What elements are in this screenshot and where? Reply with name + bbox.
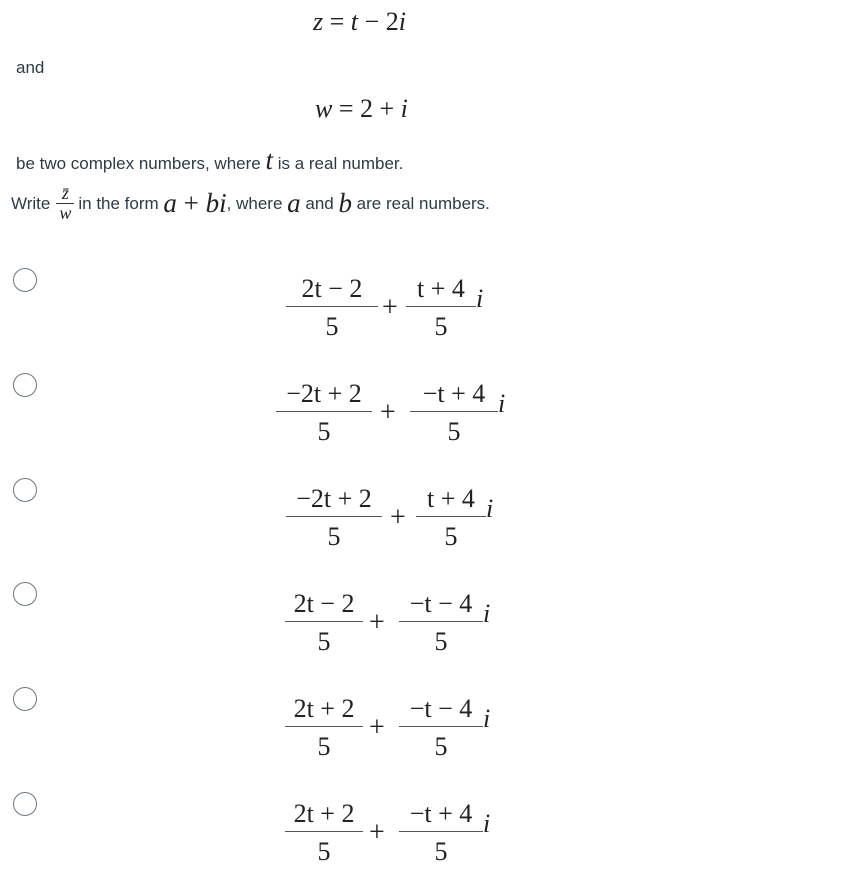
plus-sign: +	[380, 397, 396, 428]
real-denominator: 5	[317, 627, 331, 656]
option-2-real-fraction	[276, 377, 372, 446]
option-5-real-fraction	[285, 692, 363, 761]
where-text: , where	[226, 193, 288, 213]
var-bi: bi	[205, 188, 227, 218]
and-text-2: and	[300, 193, 339, 213]
plus-sign: +	[369, 712, 385, 743]
real-numerator: 2t + 2	[293, 694, 355, 723]
write-text: Write	[11, 193, 51, 213]
option-5-radio[interactable]	[13, 687, 37, 711]
real-denominator: 5	[327, 522, 341, 551]
imag-denominator: 5	[444, 522, 458, 551]
option-2-radio[interactable]	[13, 373, 37, 397]
imag-denominator: 5	[447, 417, 461, 446]
equation-w	[315, 94, 408, 124]
var-b: b	[338, 188, 352, 218]
plus-sign: +	[369, 607, 385, 638]
option-3-imag-fraction	[416, 482, 486, 551]
imag-numerator: −t − 4	[409, 694, 473, 723]
option-4-radio[interactable]	[13, 582, 37, 606]
plus-sign: +	[176, 188, 206, 218]
minus-two: − 2	[358, 7, 399, 36]
option-1-imag-fraction	[406, 272, 476, 341]
plus-sign: +	[369, 817, 385, 848]
real-numerator: 2t − 2	[293, 589, 355, 618]
equals-two-plus: = 2 +	[332, 94, 401, 123]
imaginary-unit: i	[486, 494, 494, 523]
imaginary-unit: i	[483, 704, 491, 733]
option-1-radio[interactable]	[13, 268, 37, 292]
imaginary-unit: i	[483, 809, 491, 838]
option-4-real-fraction	[285, 587, 363, 656]
imag-denominator: 5	[434, 312, 448, 341]
imaginary-unit: i	[498, 389, 506, 418]
question-line	[11, 185, 490, 222]
plus-sign: +	[390, 502, 406, 533]
option-1-real-fraction	[286, 272, 378, 341]
option-6-radio[interactable]	[13, 792, 37, 816]
var-t: t	[265, 145, 273, 175]
real-numerator: −2t + 2	[296, 484, 372, 513]
var-z: z	[313, 7, 324, 36]
option-3-real-fraction	[286, 482, 382, 551]
imaginary-unit: i	[400, 94, 408, 123]
imaginary-unit: i	[483, 599, 491, 628]
statement-line	[16, 145, 403, 176]
option-2-imag-fraction	[410, 377, 498, 446]
real-numerator: 2t + 2	[293, 799, 355, 828]
var-a-2: a	[287, 188, 301, 218]
real-denominator: 5	[325, 312, 339, 341]
option-6-real-fraction	[285, 797, 363, 866]
option-4-imag-fraction	[399, 587, 483, 656]
equation-z	[313, 7, 406, 37]
imag-denominator: 5	[434, 837, 448, 866]
real-denominator: 5	[317, 837, 331, 866]
real-denominator: 5	[317, 417, 331, 446]
in-form-text: in the form	[78, 193, 164, 213]
real-numerator: −2t + 2	[286, 379, 362, 408]
imag-numerator: −t + 4	[422, 379, 486, 408]
statement-text-2: is a real number.	[272, 154, 404, 173]
imag-denominator: 5	[434, 732, 448, 761]
option-5-imag-fraction	[399, 692, 483, 761]
real-numbers-text: are real numbers.	[351, 193, 490, 213]
option-3-radio[interactable]	[13, 478, 37, 502]
imag-numerator: −t + 4	[409, 799, 473, 828]
option-6-imag-fraction	[399, 797, 483, 866]
statement-text-1: be two complex numbers, where	[16, 154, 266, 173]
imaginary-unit: i	[476, 284, 484, 313]
real-denominator: 5	[317, 732, 331, 761]
equals: =	[323, 7, 351, 36]
var-a: a	[163, 188, 177, 218]
var-t: t	[350, 7, 359, 36]
fraction-numerator: z̄	[61, 183, 69, 203]
imag-numerator: −t − 4	[409, 589, 473, 618]
imag-denominator: 5	[434, 627, 448, 656]
fraction-denominator: w	[59, 203, 72, 223]
plus-sign: +	[382, 292, 398, 323]
var-w: w	[315, 94, 333, 123]
imag-numerator: t + 4	[417, 274, 465, 303]
imaginary-unit: i	[398, 7, 406, 36]
and-text: and	[16, 58, 45, 77]
real-numerator: 2t − 2	[301, 274, 363, 303]
z-bar-over-w-fraction	[56, 185, 74, 222]
imag-numerator: t + 4	[427, 484, 475, 513]
